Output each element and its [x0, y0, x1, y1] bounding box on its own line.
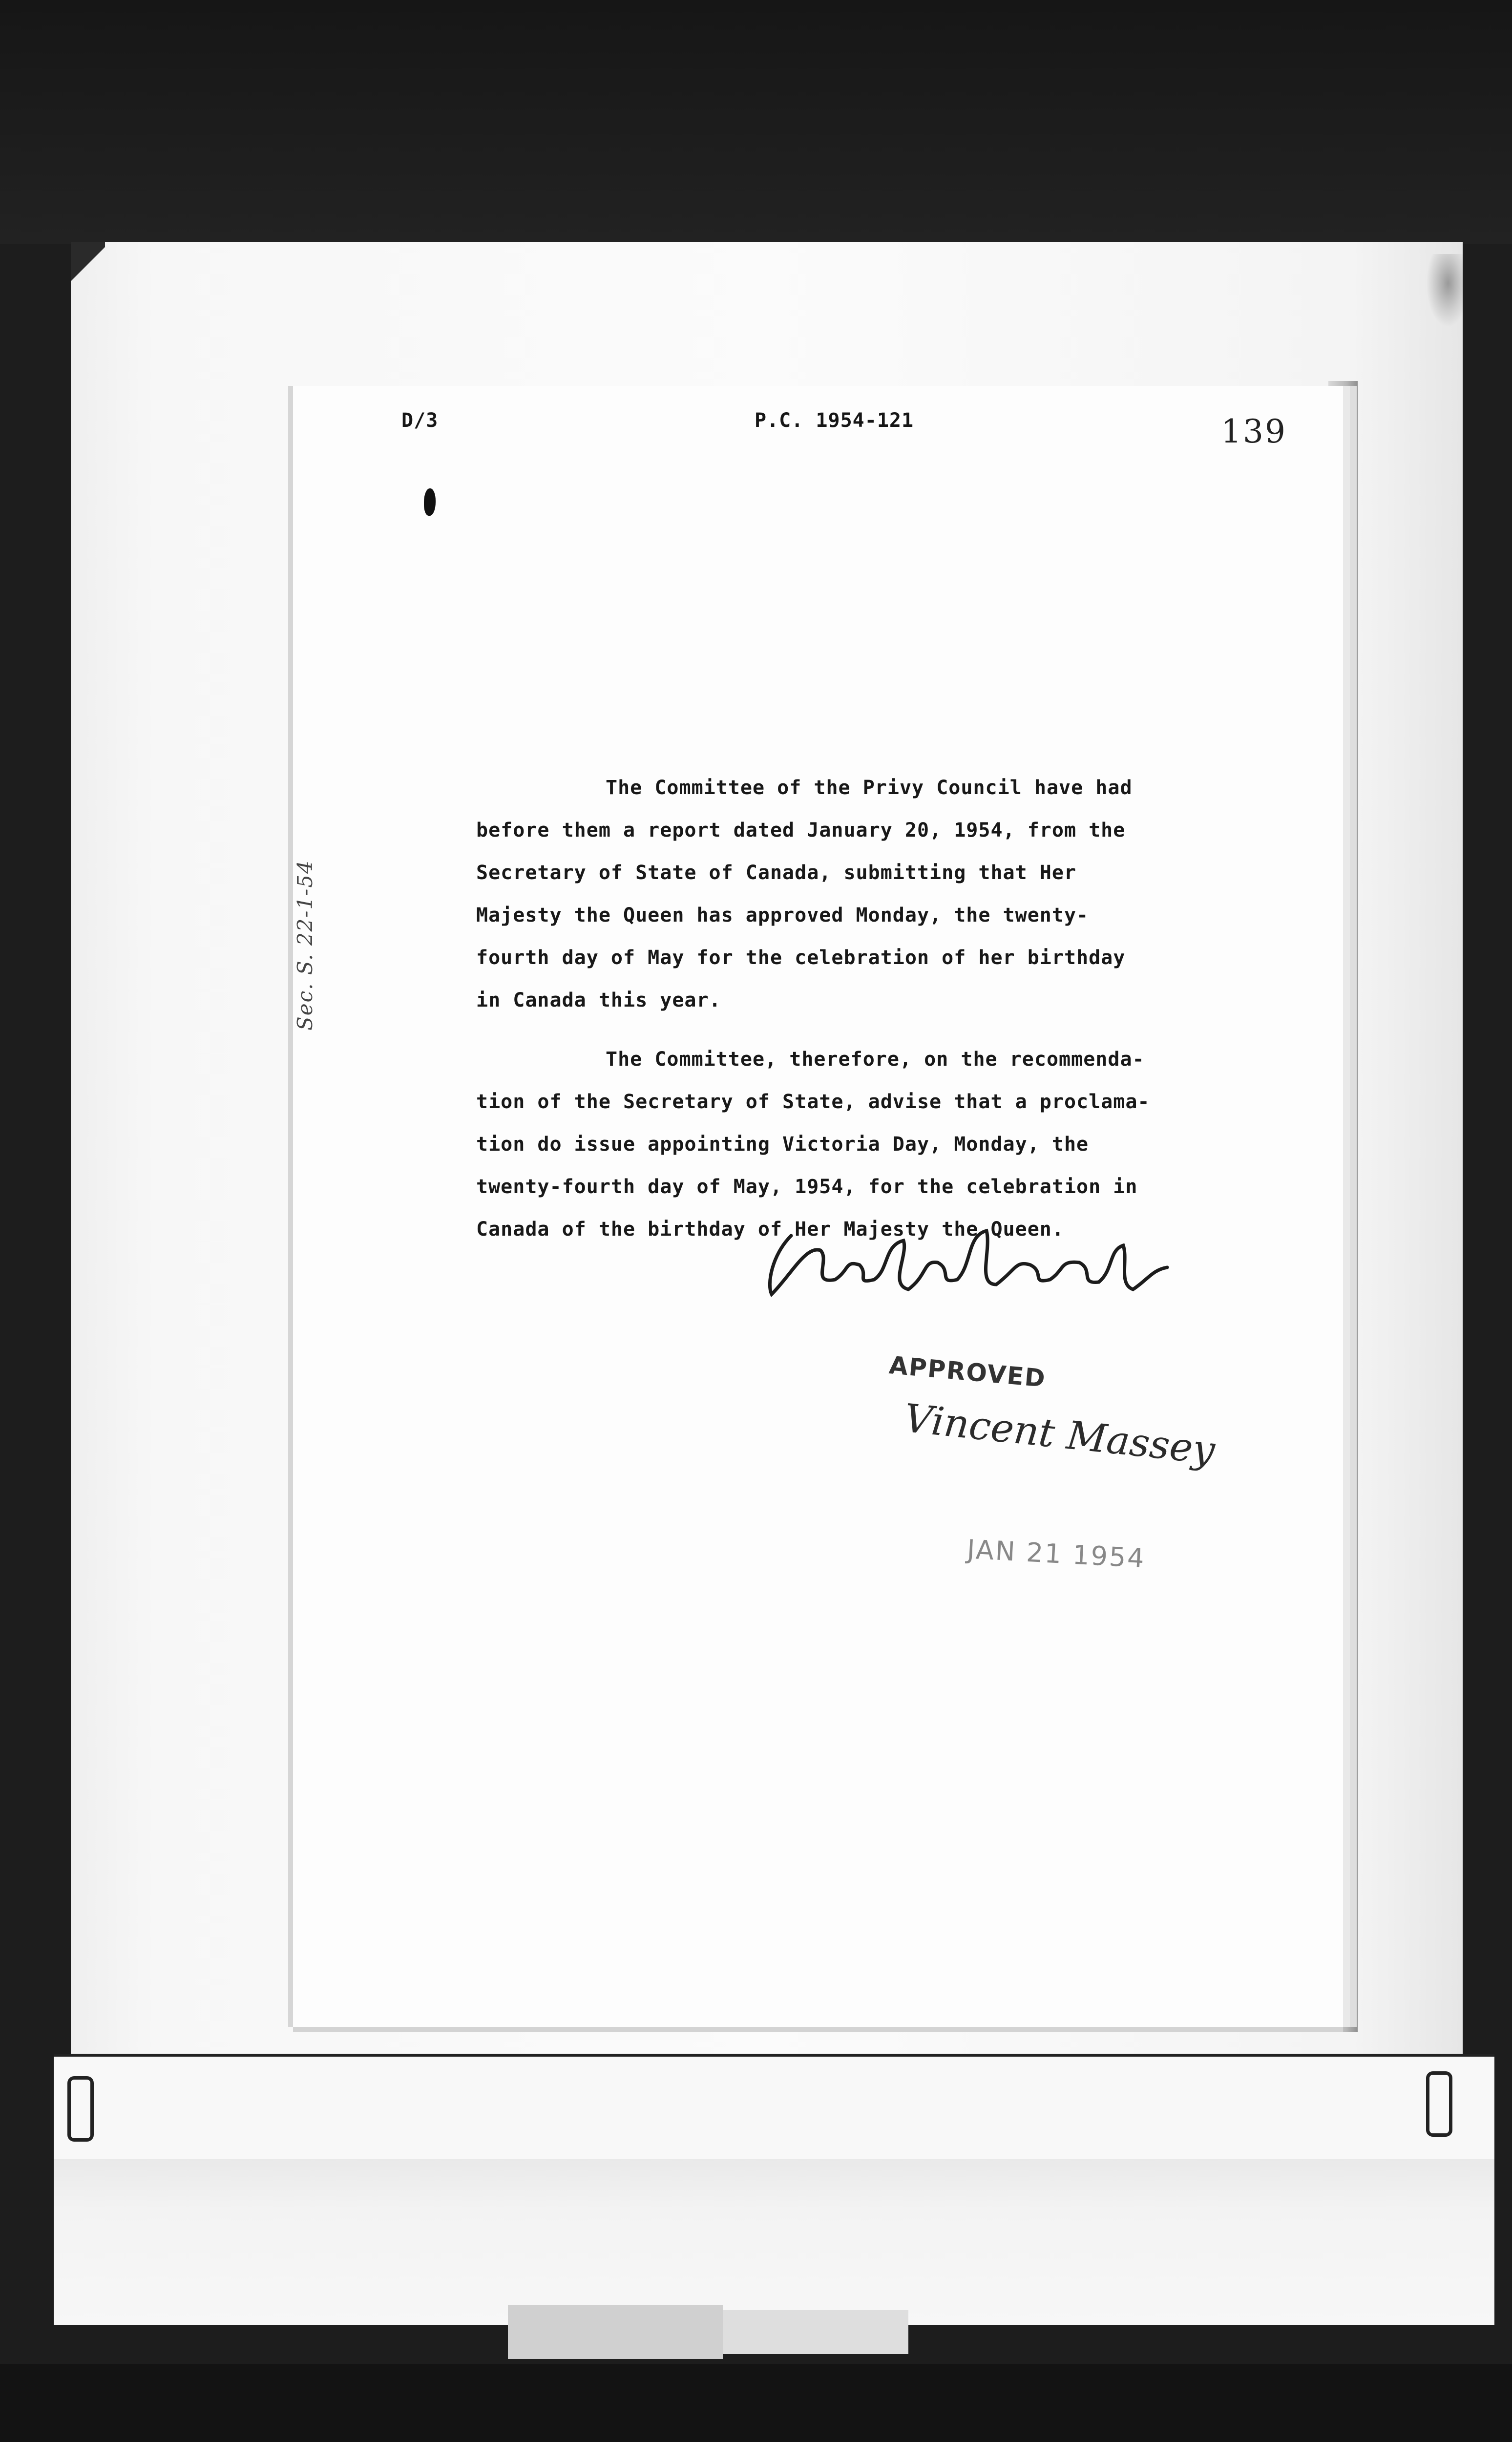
- strip-clip-mark-right: [1426, 2071, 1452, 2137]
- board-stain: [723, 2310, 908, 2354]
- mount-strip: [54, 2054, 1494, 2162]
- body-line: The Committee, therefore, on the recommenda-: [606, 1048, 1145, 1071]
- body-line: tion of the Secretary of State, advise that a proclama-: [476, 1091, 1150, 1113]
- body-line: The Committee of the Privy Council have had: [606, 777, 1133, 799]
- order-number: P.C. 1954-121: [755, 409, 914, 432]
- margin-handwritten-note: Sec. S. 22-1-54: [293, 860, 317, 1031]
- body-line: before them a report dated January 20, 1954, from the: [476, 819, 1126, 842]
- date-stamp: JAN 21 1954: [966, 1534, 1147, 1574]
- body-line: twenty-fourth day of May, 1954, for the celebration in: [476, 1176, 1138, 1198]
- folio-number: 139: [1221, 413, 1287, 450]
- signature-governor-general: Vincent Massey: [902, 1395, 1218, 1474]
- board-stain: [508, 2305, 723, 2359]
- scan-background-bottom: [0, 2364, 1512, 2442]
- body-line: Canada of the birthday of Her Majesty the Queen.: [476, 1218, 1064, 1241]
- body-line: Secretary of State of Canada, submitting that Her: [476, 862, 1077, 884]
- board-folded-corner: [71, 242, 105, 286]
- lower-board: [54, 2159, 1494, 2325]
- approved-label: APPROVED: [888, 1351, 1047, 1393]
- body-line: Majesty the Queen has approved Monday, the twenty-: [476, 904, 1089, 926]
- scan-background-top: [0, 0, 1512, 244]
- body-line: in Canada this year.: [476, 989, 721, 1011]
- body-line: tion do issue appointing Victoria Day, Monday, the: [476, 1133, 1089, 1156]
- board-corner-mark: [1426, 254, 1463, 327]
- order-body: [476, 767, 1209, 1251]
- strip-clip-mark-left: [67, 2076, 94, 2142]
- signature-pm: [762, 1216, 1177, 1309]
- ink-blot: [424, 488, 436, 516]
- file-code: D/3: [401, 409, 439, 432]
- body-line: fourth day of May for the celebration of her birthday: [476, 947, 1126, 969]
